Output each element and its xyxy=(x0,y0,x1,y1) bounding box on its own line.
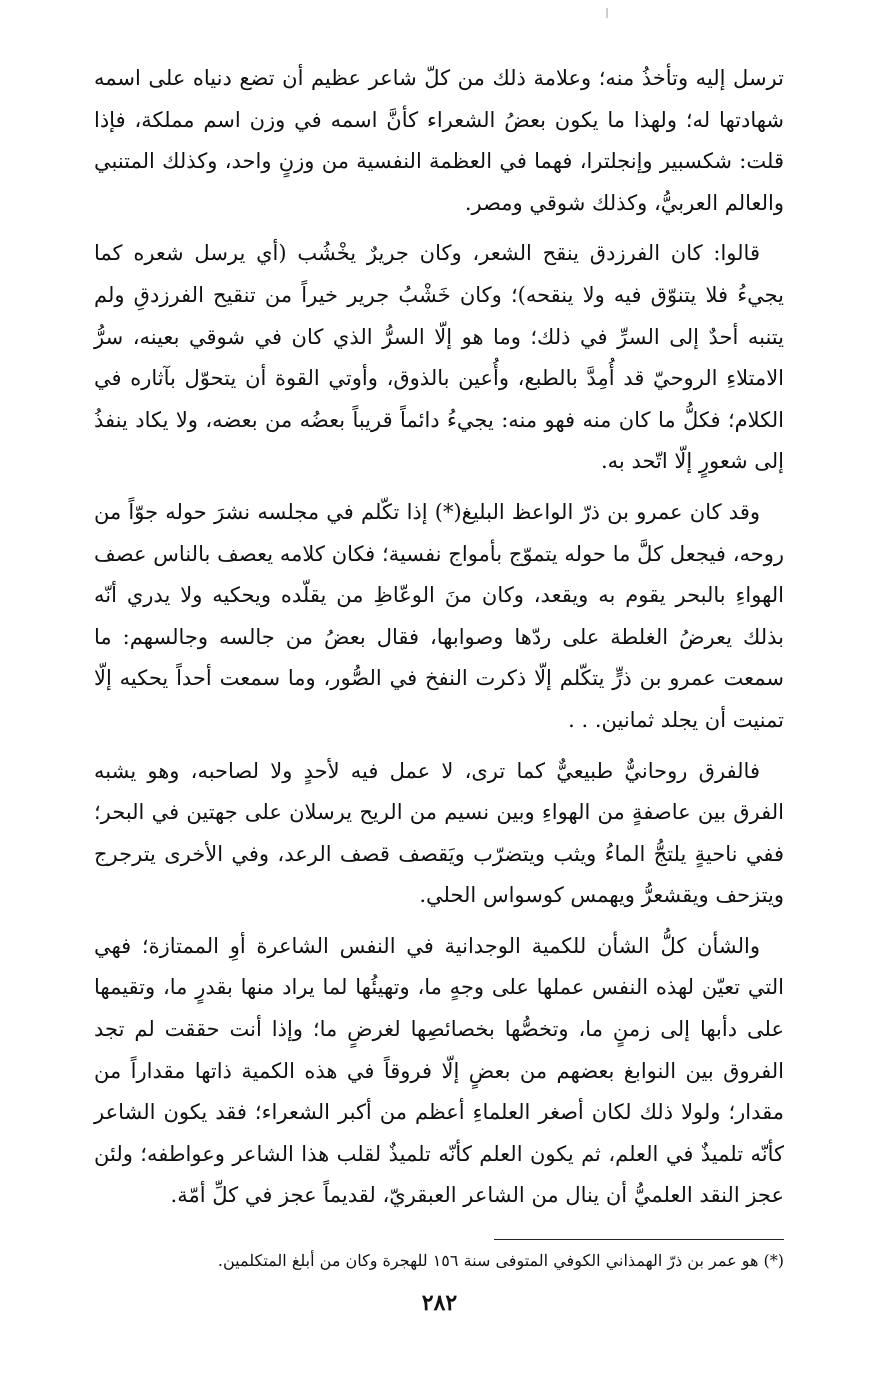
footnote-divider xyxy=(494,1239,784,1240)
paragraph-3: وقد كان عمرو بن ذرّ الواعظ البليغ(*) إذا تكّلم في مجلسه نشرَ حوله جوّاً من روحه، فيجعل كلَّ ما حوله يتموّج بأمواج نفسية؛ فكان كلامه يعصف بالناس عصف الهواءِ بالبحر يقوم به ويقعد، وكان منَ الوعّاظِ من يقلّده ويحكيه ولا يدري أنّه بذلك يعرضُ الغلطة على ردّها وصوابها، فقال بعضُ من جالسه وجالسهم: ما سمعت عمرو بن ذرٍّ يتكّلم إلّا ذكرت النفخ في الصُّور، وما سمعت أحداً يحكيه إلّا تمنيت أن يجلد ثمانين. . . xyxy=(94,499,784,732)
page-number: ٢٨٢ xyxy=(421,1290,458,1316)
paragraph-4: فالفرق روحانيٌّ طبيعيٌّ كما ترى، لا عمل فيه لأحدٍ ولا لصاحبه، وهو يشبه الفرق بين عاصفةٍ من الهواءِ وبين نسيم من الريح يرسلان على جهتين في البحر؛ ففي ناحيةٍ يلتجُّ الماءُ ويثب ويتضرّب ويَقصف قصف الرعد، وفي الأخرى يترجرج ويتزحف ويقشعرُّ ويهمس كوسواس الحلي. xyxy=(94,758,785,908)
paragraph-2: قالوا: كان الفرزدق ينقح الشعر، وكان جريرٌ يخْشُب (أي يرسل شعره كما يجيءُ فلا يتنوّق فيه ولا ينقحه)؛ وكان خَشْبُ جرير خيراً من تنقيح الفرزدقِ ولم يتنبه أحدٌ إلى السرِّ في ذلك؛ وما هو إلّا السرُّ الذي كان في شوقي بعينه، سرُّ الامتلاءِ الروحيّ قد أُمِدَّ بالطبع، وأُعين بالذوق، وأوتي القوة أن يتحوّل بآثاره في الكلام؛ فكلُّ ما كان منه فهو منه: يجيءُ دائماً قريباً بعضُه من بعضه، ولا يكاد ينفذُ إلى شعورٍ إلّا اتّحد به. xyxy=(94,241,784,474)
paragraph-5: والشأن كلُّ الشأن للكمية الوجدانية في النفس الشاعرة أوِ الممتازة؛ فهي التي تعيّن لهذه النفس عملها على وجهٍ ما، وتهيئُها لما يراد منها بقدرٍ ما، وتقيمها على دأبها إلى زمنٍ ما، وتخصُّها بخصائصِها لغرضٍ ما؛ وإذا أنت حققت لم تجد الفروق بين النوابغ بعضهم من بعضٍ إلّا فروقاً في هذه الكمية ذاتها مقداراً من مقدار؛ ولولا ذلك لكان أصغر العلماءِ أعظم من أكبر الشعراء؛ فقد يكون الشاعر كأنّه تلميذٌ في العلم، ثم يكون العلم كأنّه تلميذٌ لقلب هذا الشاعر وعواطفه؛ ولئن عجز النقد العلميُّ أن ينال من الشاعر العبقريّ، لقديماً عجز في كلِّ أمّة. xyxy=(94,933,784,1208)
footnote: (*) هو عمر بن ذرّ الهمذاني الكوفي المتوفى سنة ١٥٦ للهجرة وكان من أبلغ المتكلمين. xyxy=(217,1251,784,1271)
scan-mark xyxy=(606,8,608,18)
paragraph-1: ترسل إليه وتأخذُ منه؛ وعلامة ذلك من كلّ شاعر عظيم أن تضع دنياه على اسمه شهادتها له؛ ولهذا ما يكون بعضُ الشعراء كأنَّ اسمه في وزن اسم مملكة، فإذا قلت: شكسبير وإنجلترا، فهما في العظمة النفسية من وزنٍ واحد، وكذلك المتنبي والعالم العربيُّ، وكذلك شوقي ومصر. xyxy=(94,66,784,215)
page-body xyxy=(94,58,784,1274)
